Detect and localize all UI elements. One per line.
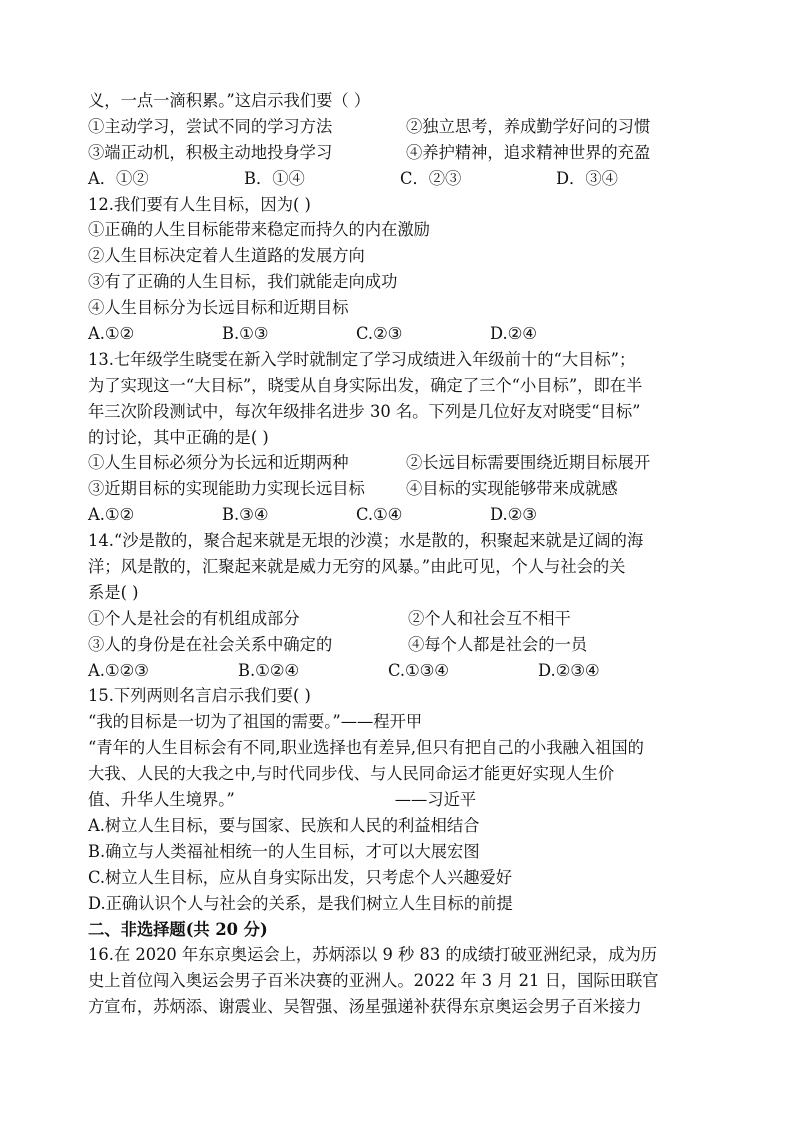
q13-option-c: C.①④: [356, 505, 403, 525]
q14-options: [88, 658, 712, 684]
q15-option-b: B.确立与人类福祉相统一的人生目标，才可以大展宏图: [88, 841, 480, 861]
q12-options: [88, 321, 712, 347]
q11-choice-1: ①主动学习，尝试不同的学习方法: [88, 116, 333, 136]
q13-options: [88, 502, 712, 528]
q14-choices-row-1: [88, 606, 712, 632]
q14-choice-2: ②个人和社会互不相干: [408, 608, 571, 628]
q13-choice-4: ④目标的实现能够带来成就感: [406, 479, 618, 499]
q11-option-b: B．①④: [244, 168, 305, 188]
q11-choices-row-2: [88, 140, 712, 166]
q15-quote-1: “我的目标是一切为了祖国的需要。”——程开甲: [88, 712, 423, 732]
q12-option-b: B.①③: [222, 324, 269, 344]
q13-option-d: D.②③: [490, 505, 537, 525]
q14-option-a: A.①②③: [88, 660, 149, 680]
q15-option-a: A.树立人生目标，要与国家、民族和人民的利益相结合: [88, 815, 480, 835]
q11-choice-4: ④养护精神，追求精神世界的充盈: [406, 142, 651, 162]
q13-choice-2: ②长远目标需要围绕近期目标展开: [406, 453, 651, 473]
q14-option-c: C.①③④: [388, 660, 449, 680]
q11-option-a: A．①②: [88, 168, 149, 188]
q11-choice-3: ③端正动机，积极主动地投身学习: [88, 142, 333, 162]
q15-quote-2-end: 值、升华人生境界。”: [88, 790, 235, 810]
q15-option-c: C.树立人生目标，应从自身实际出发，只考虑个人兴趣爱好: [88, 867, 513, 887]
q12-stem: 12.我们要有人生目标，因为( ): [88, 194, 311, 214]
q11-options: [88, 166, 712, 192]
q12-option-d: D.②④: [490, 324, 537, 344]
q14-choice-4: ④每个人都是社会的一员: [408, 634, 588, 654]
q15-option-d: D.正确认识个人与社会的关系，是我们树立人生目标的前提: [88, 893, 513, 913]
section-2-heading: 二、非选择题(共 20 分): [88, 919, 268, 939]
q15-quote-2-line-1: “青年的人生目标会有不同,职业选择也有差异,但只有把自己的小我融入祖国的: [88, 738, 644, 758]
q13-choice-1: ①人生目标必须分为长远和近期两种: [88, 453, 349, 473]
q11-choices-row-1: [88, 114, 712, 140]
q12-option-c: C.②③: [356, 324, 403, 344]
q13-option-b: B.③④: [222, 505, 269, 525]
q11-option-d: D．③④: [556, 168, 618, 188]
q13-stem-2: 为了实现这一“大目标”，晓雯从自身实际出发，确定了三个“小目标”，即在半: [88, 375, 643, 395]
q13-stem-1: 13.七年级学生晓雯在新入学时就制定了学习成绩进入年级前十的“大目标”；: [88, 349, 636, 369]
q12-option-a: A.①②: [88, 324, 135, 344]
q11-option-c: C．②③: [400, 168, 462, 188]
q15-quote-2-line-3: [88, 787, 712, 813]
q13-choice-3: ③近期目标的实现能助力实现长远目标: [88, 479, 365, 499]
q14-choices-row-2: [88, 632, 712, 658]
q13-choices-row-1: [88, 450, 712, 476]
exam-page: [88, 88, 712, 1020]
q14-stem-3: 系是( ): [88, 582, 139, 602]
q15-quote-2-line-2: 大我、人民的大我之中,与时代同步伐、与人民同命运才能更好实现人生价: [88, 764, 615, 784]
q15-stem: 15.下列两则名言启示我们要( ): [88, 686, 311, 706]
q12-choice-4: ④人生目标分为长远目标和近期目标: [88, 298, 349, 318]
q12-choice-1: ①正确的人生目标能带来稳定而持久的内在激励: [88, 220, 430, 240]
q13-option-a: A.①②: [88, 505, 135, 525]
q14-stem-2: 洋；风是散的，汇聚起来就是威力无穷的风暴。”由此可见，个人与社会的关: [88, 557, 626, 577]
q13-stem-4: 的讨论，其中正确的是( ): [88, 427, 269, 447]
q16-stem-2: 史上首位闯入奥运会男子百米决赛的亚洲人。2022 年 3 月 21 日，国际田联官: [88, 971, 659, 991]
q14-stem-1: 14.“沙是散的，聚合起来就是无垠的沙漠；水是散的，积聚起来就是辽阔的海: [88, 531, 644, 551]
q13-choices-row-2: [88, 476, 712, 502]
q14-choice-1: ①个人是社会的有机组成部分: [88, 608, 300, 628]
q16-stem-1: 16.在 2020 年东京奥运会上，苏炳添以 9 秒 83 的成绩打破亚洲纪录，成为历: [88, 945, 658, 965]
q11-choice-2: ②独立思考，养成勤学好问的习惯: [406, 116, 651, 136]
q13-stem-3: 年三次阶段测试中，每次年级排名进步 30 名。下列是几位好友对晓雯“目标”: [88, 401, 641, 421]
q14-option-d: D.②③④: [538, 660, 600, 680]
q15-quote-2-signature: ——习近平: [394, 790, 477, 810]
q12-choice-2: ②人生目标决定着人生道路的发展方向: [88, 246, 365, 266]
q11-stem-end: 义，一点一滴积累。”这启示我们要（ ）: [88, 91, 371, 110]
q14-choice-3: ③人的身份是在社会关系中确定的: [88, 634, 333, 654]
q12-choice-3: ③有了正确的人生目标，我们就能走向成功: [88, 272, 398, 292]
q16-stem-3: 方宣布，苏炳添、谢震业、吴智强、汤星强递补获得东京奥运会男子百米接力: [88, 997, 642, 1017]
q14-option-b: B.①②④: [238, 660, 299, 680]
